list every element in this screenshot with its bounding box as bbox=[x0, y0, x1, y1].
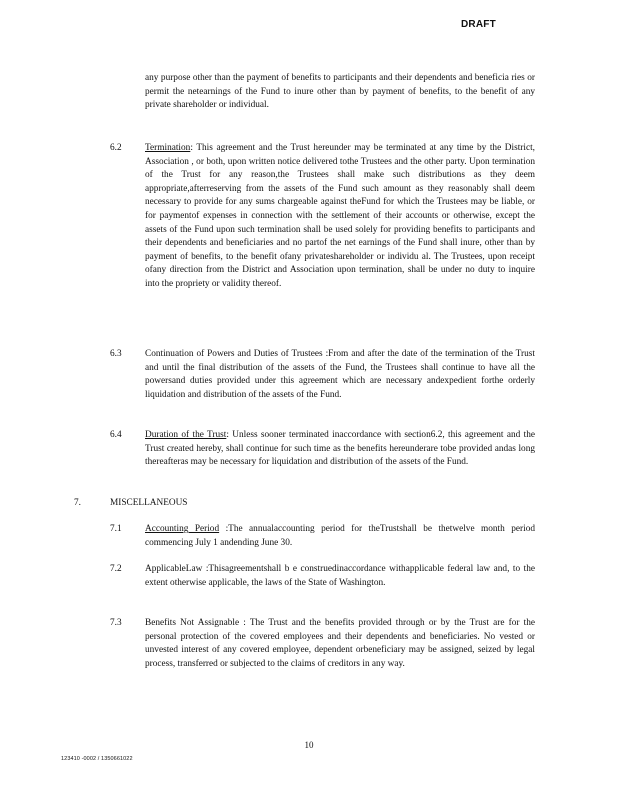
section-7-1-text: :The annualaccounting period for theTrustshall be thetwelve month period commencing July 1 andending June 30. bbox=[145, 524, 535, 548]
section-7-1-paragraph bbox=[145, 523, 535, 550]
article-7-title: MISCELLANEOUS bbox=[110, 498, 188, 508]
section-6-4-heading: Duration of the Trust bbox=[145, 430, 227, 440]
section-6-2-text: : This agreement and the Trust hereunder may be terminated at any time by the District, Association , or both, upon written notice delivered tothe Trustees and the other party. Upon termination of the Trust for any reason,the Trustees shall make such distributions as they deem appropriate,afterreserving from the assets of the Fund such amount as they reasonably shall deem necessary to provide for any sums chargeable against theFund for which the Trustees may be liable, or for paymentof expenses in connection with the settlement of their accounts or otherwise, except the assets of the Fund upon such termination shall be used solely for providing benefits to participants and their dependents and beneficiaries and no partof the net earnings of the Fund shall inure, other than by payment of benefits, to the benefit ofany privateshareholder or individu al. The Trustees, upon receipt ofany direction from the District and Association upon termination, shall be under no duty to inquire into the propriety or validity thereof. bbox=[145, 143, 535, 289]
section-number-7-1: 7.1 bbox=[110, 524, 122, 534]
section-6-3-heading: Continuation of Powers and Duties of Trustees bbox=[145, 349, 323, 359]
footer-document-code: 123410 -0002 / 1350661022 bbox=[61, 756, 133, 762]
section-6-3-text: :From and after the date of the termination of the Trust and until the final distribution of the assets of the Fund, the Trustees shall continue to have all the powersand duties provided under this agreement which are necessary andexpedient forthe orderly liquidation and distribution of the assets of the Fund. bbox=[145, 349, 535, 400]
section-number-7-3: 7.3 bbox=[110, 618, 122, 628]
section-7-3-text: : The Trust and the benefits provided through or by the Trust are for the personal protection of the covered employees and their dependents and beneficiaries. No vested or unvested interest of any covered employee, dependent orbeneficiary may be assigned, seized by legal process, transferred or subjected to the claims of creditors in any way. bbox=[145, 618, 536, 669]
draft-stamp: DRAFT bbox=[461, 19, 496, 30]
section-7-2-paragraph bbox=[145, 563, 535, 590]
section-6-3-paragraph bbox=[145, 348, 535, 402]
section-number-6-3: 6.3 bbox=[110, 349, 122, 359]
section-6-2-paragraph bbox=[145, 142, 535, 292]
section-7-2-heading: ApplicableLaw bbox=[145, 564, 203, 574]
section-number-6-2: 6.2 bbox=[110, 143, 122, 153]
section-number-7-2: 7.2 bbox=[110, 564, 122, 574]
page-number: 10 bbox=[304, 740, 314, 750]
section-7-3-paragraph bbox=[145, 617, 535, 671]
section-7-2-text: :Thisagreementshall b e construedinaccordance withapplicable federal law and, to the extent otherwise applicable, the laws of the State of Washington. bbox=[145, 564, 536, 588]
section-6-4-text: : Unless sooner terminated inaccordance with section6.2, this agreement and the Trust created hereby, shall continue for such time as the benefits hereunderare tobe provided andas long thereafteras may be necessary for liquidation and distribution of the assets of the Fund. bbox=[145, 430, 535, 468]
section-7-1-heading: Accounting Period bbox=[145, 524, 220, 534]
section-6-2-heading: Termination bbox=[145, 143, 191, 153]
intro-paragraph: any purpose other than the payment of benefits to participants and their dependents and beneficia ries or permit the netearnings of the Fund to inure other than by payment of benefits, to the benefit of any private shareholder or individual. bbox=[145, 73, 535, 111]
section-number-6-4: 6.4 bbox=[110, 430, 122, 440]
section-7-3-heading: Benefits Not Assignable bbox=[145, 618, 240, 628]
article-7-number: 7. bbox=[74, 498, 81, 508]
section-6-4-paragraph bbox=[145, 429, 535, 470]
